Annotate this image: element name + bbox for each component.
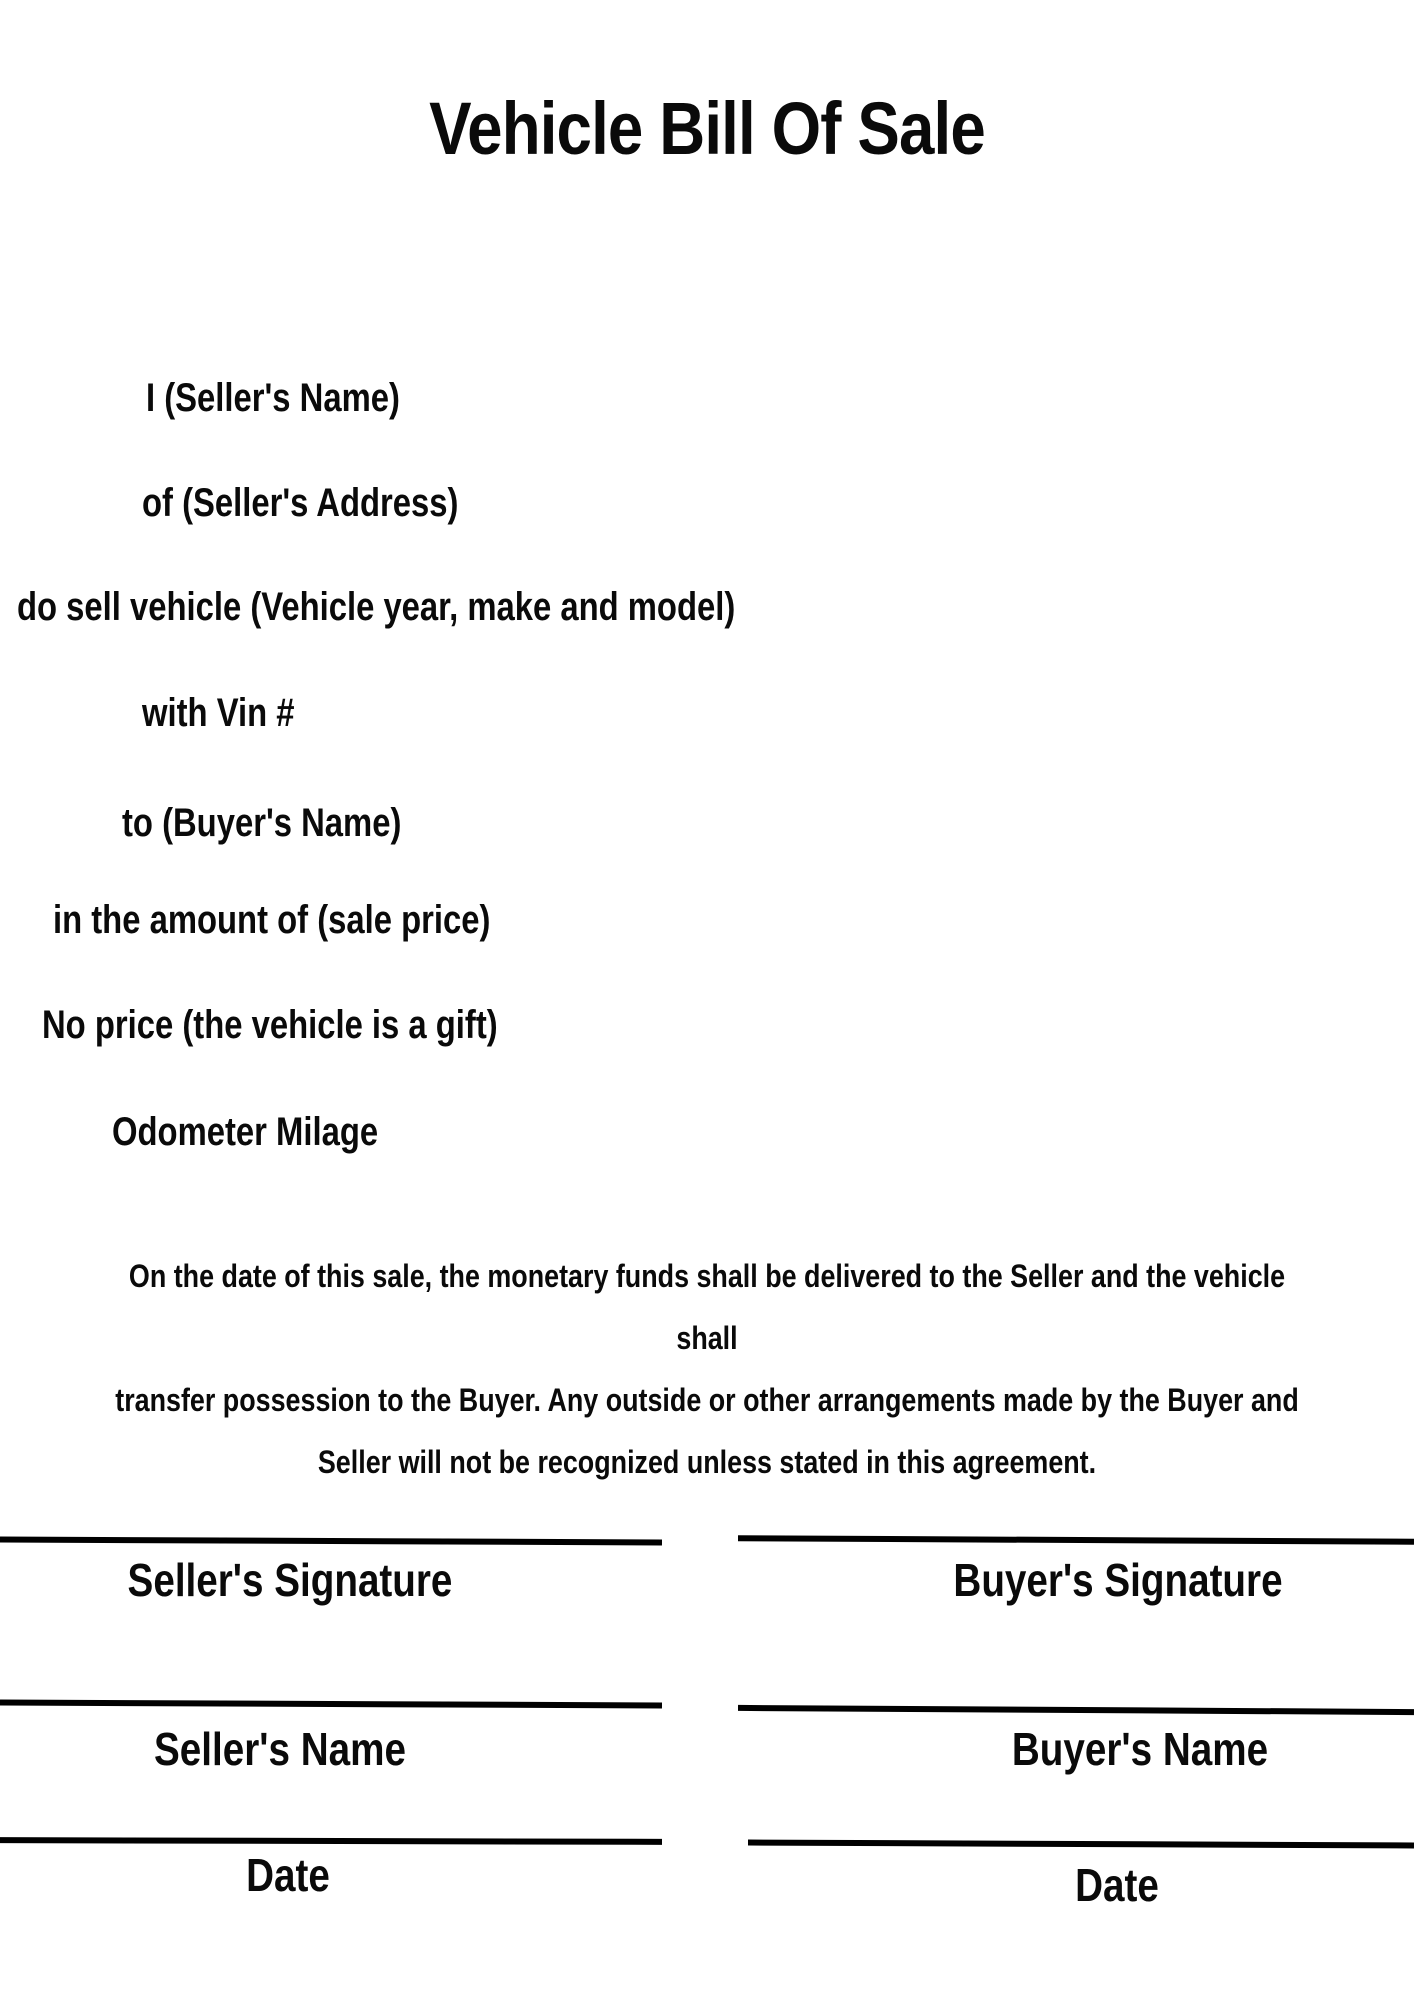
agreement-line-1: On the date of this sale, the monetary funds shall be delivered to the Seller and the vehicle shall (128, 1258, 1286, 1356)
buyer-name-line (738, 1705, 1414, 1715)
odometer-field-label: Odometer Milage (112, 1110, 379, 1154)
seller-signature-label: Seller's Signature (127, 1554, 453, 1606)
buyer-signature-line (738, 1535, 1414, 1545)
document-title: Vehicle Bill Of Sale (429, 87, 985, 170)
buyer-date-line (748, 1840, 1414, 1849)
buyer-signature-label: Buyer's Signature (953, 1554, 1283, 1606)
seller-date-line (0, 1837, 662, 1845)
seller-address-field-label: of (Seller's Address) (142, 481, 459, 525)
buyer-date-label: Date (1075, 1859, 1159, 1911)
seller-name-line (0, 1700, 662, 1709)
buyer-name-label: Buyer's Name (1011, 1723, 1269, 1775)
seller-name-label: Seller's Name (154, 1723, 406, 1775)
vin-field-label: with Vin # (142, 691, 295, 735)
no-price-field-label: No price (the vehicle is a gift) (42, 1003, 498, 1047)
seller-date-label: Date (246, 1849, 330, 1901)
seller-signature-line (0, 1537, 662, 1546)
sale-price-field-label: in the amount of (sale price) (53, 898, 491, 942)
seller-name-field-label: I (Seller's Name) (146, 376, 400, 420)
buyer-name-field-label: to (Buyer's Name) (122, 801, 402, 845)
vehicle-field-label: do sell vehicle (Vehicle year, make and model) (17, 585, 736, 629)
agreement-paragraph (113, 1245, 1301, 1493)
agreement-line-3: Seller will not be recognized unless stated in this agreement. (317, 1444, 1097, 1480)
agreement-line-2: transfer possession to the Buyer. Any outside or other arrangements made by the Buyer and (115, 1382, 1299, 1418)
